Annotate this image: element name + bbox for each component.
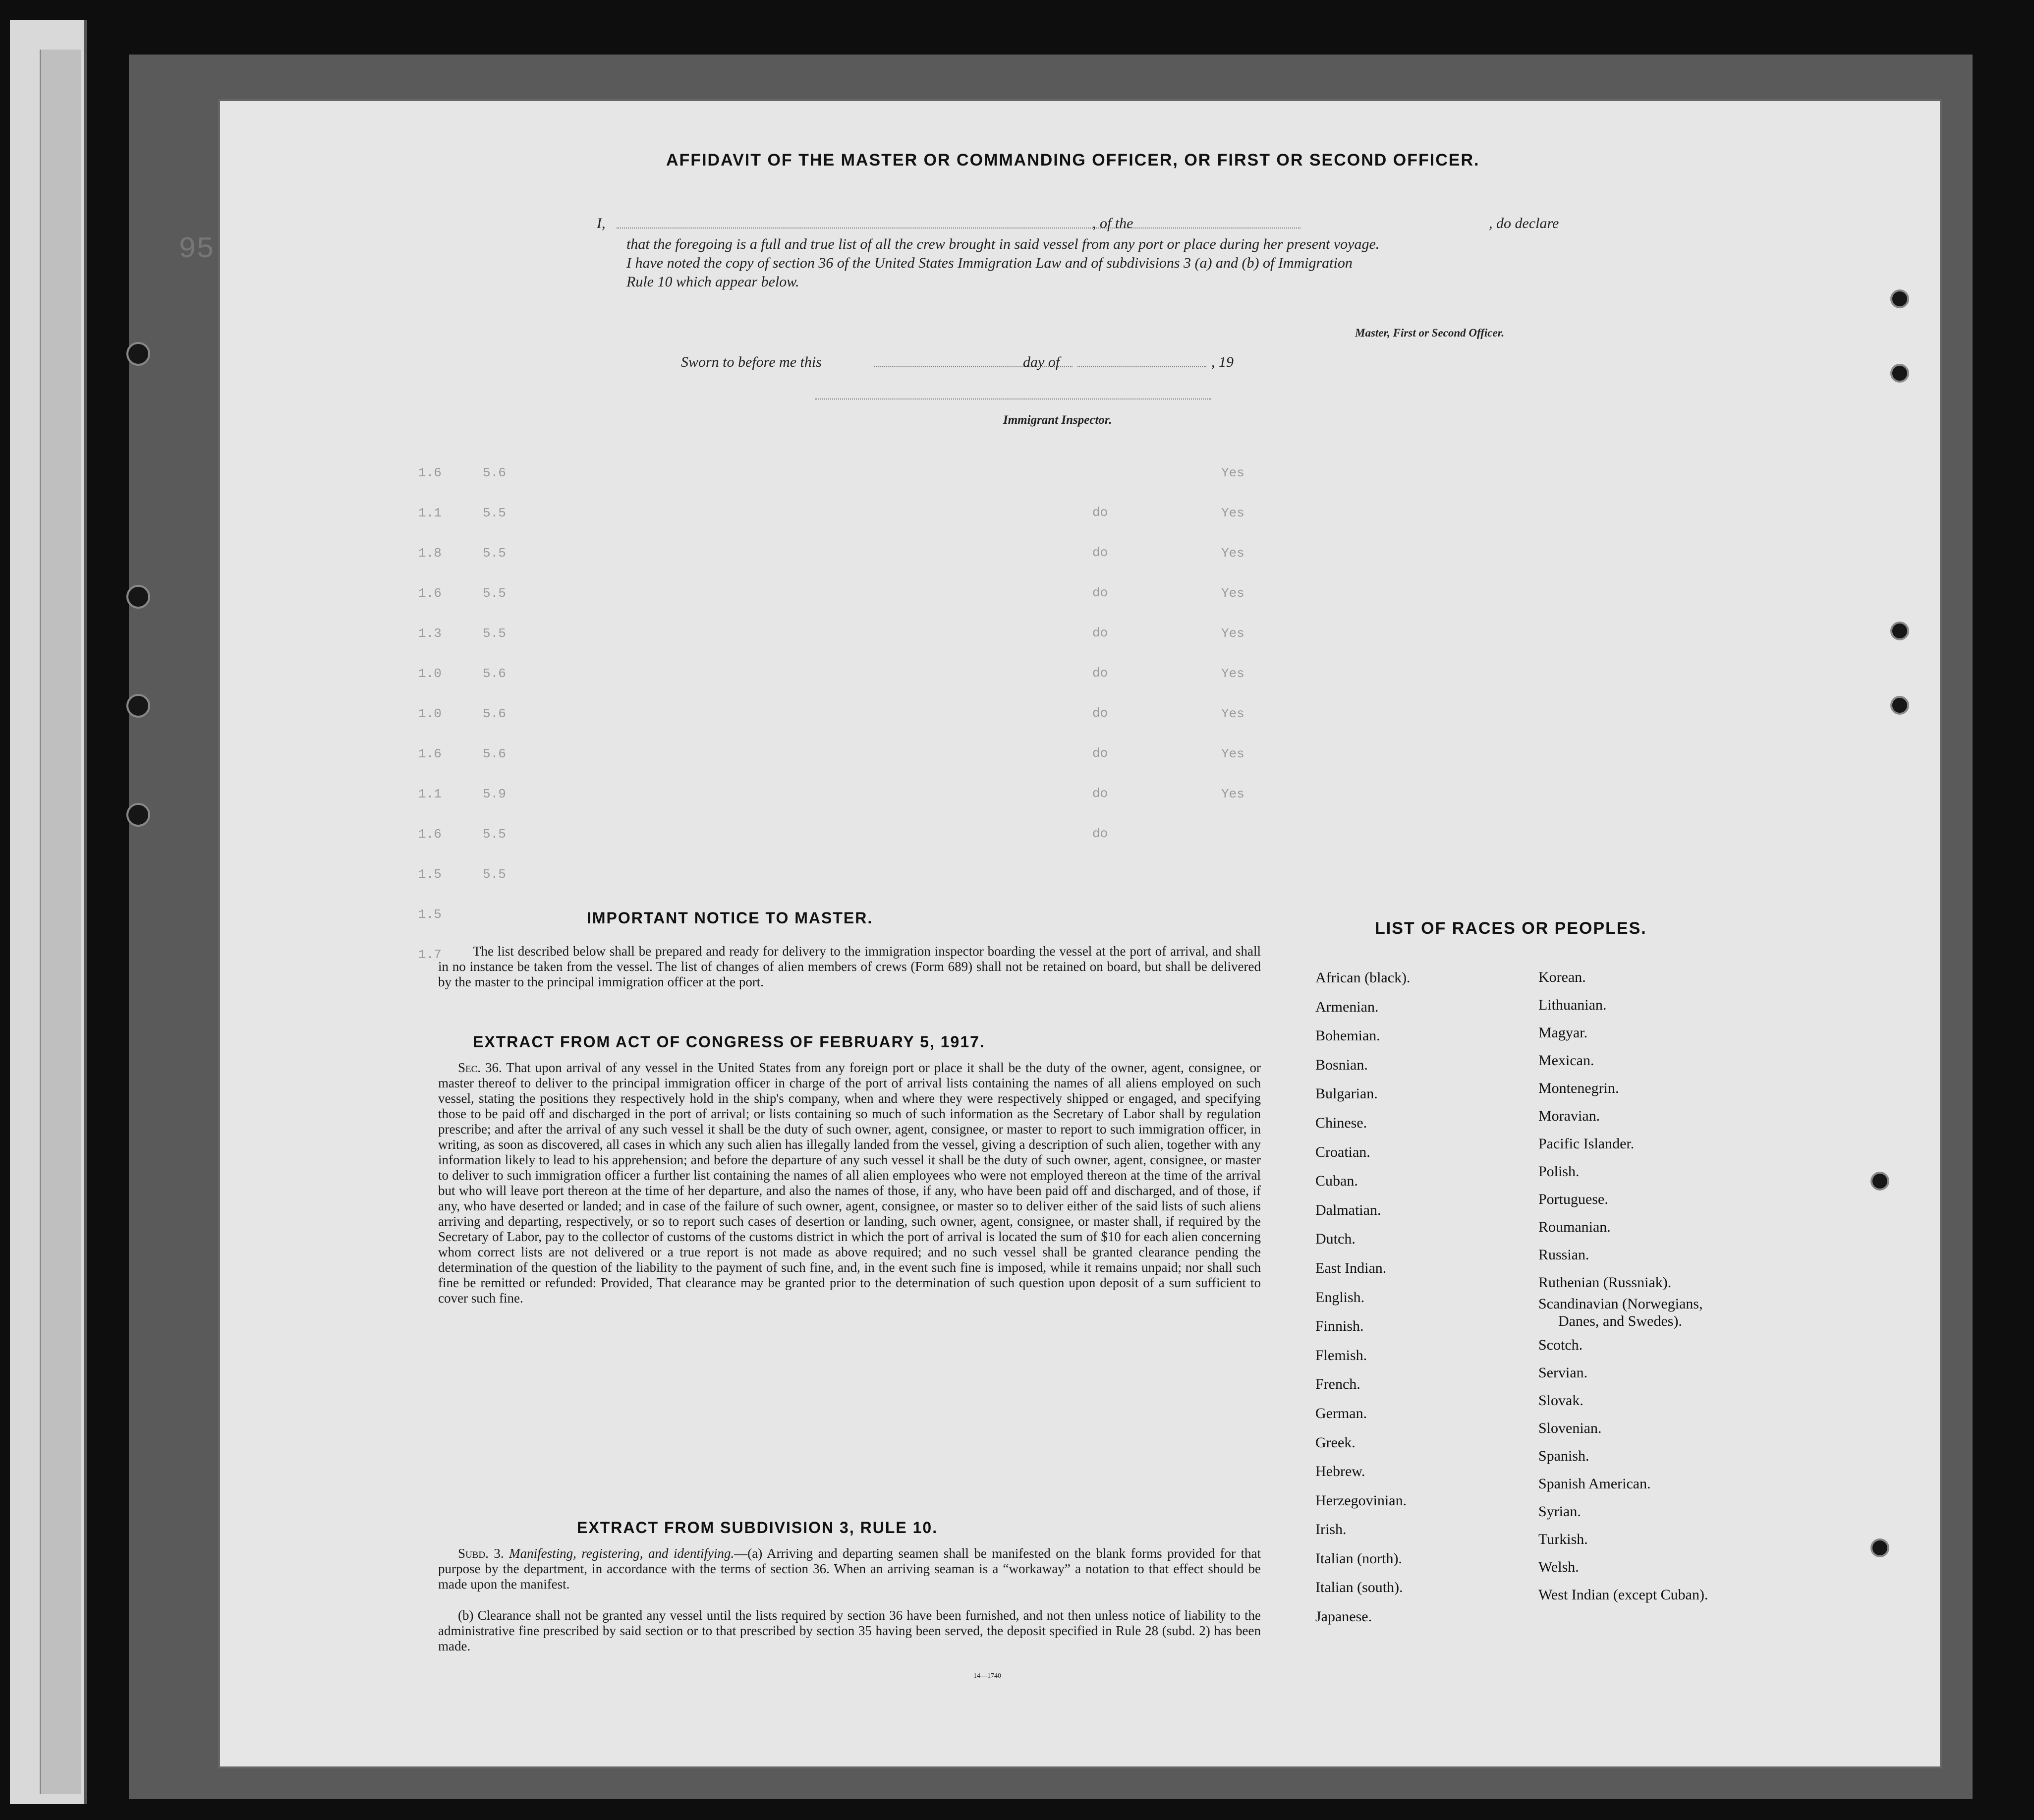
- declare-label: , do declare: [1489, 215, 1559, 231]
- race-item: Croatian.: [1315, 1143, 1370, 1160]
- day-of-label: day of: [1023, 354, 1060, 370]
- rule-extract-b: (b) Clearance shall not be granted any vessel until the lists required by section 36 have been furnished, and not then unless notice of liability to the administrative fine prescribed by said section or to that prescribed by section 35 having been served, the deposit specified in Rule 28 (subd. 2) has been made.: [438, 1608, 1261, 1653]
- bleed-through-column: 1.6 1.1 1.8 1.6 1.3 1.0 1.0 1.6 1.1 1.6 1.5 1.5 1.7: [418, 465, 442, 962]
- binder-edge: [10, 20, 87, 1804]
- race-item: Dalmatian.: [1315, 1201, 1381, 1218]
- affidavit-page: [218, 99, 1942, 1768]
- notice-text: The list described below shall be prepared and ready for delivery to the immigration inspector boarding the vessel at the port of arrival, and shall in no instance be taken from the vessel. The list of changes of alien members of crews (Form 689) shall not be retained on board, but shall be delivered by the master to the principal immigration officer at the port.: [438, 944, 1261, 989]
- race-item: English.: [1315, 1289, 1365, 1306]
- subd-label: Subd. 3.: [458, 1546, 504, 1561]
- inspector-line: [815, 398, 1211, 399]
- race-item: Spanish American.: [1538, 1476, 1651, 1492]
- races-left-column: [1315, 964, 1411, 1632]
- race-item: Bosnian.: [1315, 1056, 1368, 1073]
- races-title: LIST OF RACES OR PEOPLES.: [1375, 919, 1647, 938]
- race-item: Danes, and Swedes).: [1558, 1313, 1682, 1329]
- race-item: Syrian.: [1538, 1503, 1581, 1520]
- binder-hole: [126, 585, 150, 609]
- subd-para-a: —(a) Arriving and departing seamen shall be manifested on the blank forms provided for that purpose by the department, in accordance with the terms of section 36. When an arriving seaman is a “workaway” a notation to that effect should be made upon the manifest.: [438, 1546, 1261, 1592]
- act-extract-title: EXTRACT FROM ACT OF CONGRESS OF FEBRUARY 5, 1917.: [473, 1033, 985, 1051]
- race-item: Polish.: [1538, 1163, 1580, 1180]
- punch-hole: [1870, 1538, 1889, 1557]
- race-item: Finnish.: [1315, 1318, 1364, 1335]
- race-item: Slovenian.: [1538, 1420, 1602, 1436]
- race-item: French.: [1315, 1376, 1360, 1393]
- binder-hole: [126, 342, 150, 366]
- bleed-through-column: Yes Yes Yes Yes Yes Yes Yes Yes Yes: [1221, 465, 1244, 801]
- section-text: That upon arrival of any vessel in the United States from any foreign port or place it shall be the duty of the owner, agent, consignee, or master thereof to deliver to the principal immigration officer in charge of the port of arrival lists containing the names of all aliens employed on such vessel, stating the positions they respectively hold in the ship's company, when and where they were respectively shipped or engaged, and specifying those to be paid off and discharged in the port of arrival; or lists containing so much of such information as the Secretary of Labor shall by regulation prescribe; and after the arrival of any such vessel it shall be the duty of such owner, agent, consignee, or master to report to such immigration officer, in writing, as soon as discovered, all cases in which any such alien has illegally landed from the vessel, giving a description of such alien, together with any information likely to lead to his apprehension; and before the departure of any such vessel it shall be the duty of such owner, agent, consignee, or master to deliver to such immigration officer a further list containing the names of all alien employees who were not employed thereon at the time of the arrival but who will leave port thereon at the time of her departure, and also the names of those, if any, who have been paid off and discharged, and of those, if any, who have deserted or landed; and in case of the failure of such owner, agent, consignee, or master so to deliver either of the said lists of such aliens arriving and departing, respectively, or so to report such cases of desertion or landing, such owner, agent, consignee, or master shall, if required by the Secretary of Labor, pay to the collector of customs of the customs district in which the port of arrival is located the sum of $10 for each alien concerning whom correct lists are not delivered or a true report is not made as above required; and no such vessel shall be granted clearance pending the determination of the question of the liability to the payment of such fine, and, in the event such fine is imposed, while it remains unpaid; nor shall such fine be remitted or refunded: Provided, That clearance may be granted prior to the determination of such question upon deposit of a sum sufficient to cover such fine.: [438, 1060, 1261, 1306]
- race-item: Italian (south).: [1315, 1579, 1403, 1596]
- race-item: Welsh.: [1538, 1559, 1579, 1575]
- race-item: Irish.: [1315, 1521, 1347, 1538]
- year-label: , 19: [1211, 354, 1234, 370]
- race-item: East Indian.: [1315, 1259, 1387, 1276]
- binder-spine: [40, 50, 81, 1794]
- race-item: Pacific Islander.: [1538, 1136, 1635, 1152]
- punch-hole: [1890, 696, 1909, 715]
- race-item: Dutch.: [1315, 1231, 1356, 1248]
- race-item: Portuguese.: [1538, 1191, 1608, 1207]
- race-item: Italian (north).: [1315, 1550, 1402, 1567]
- sworn-label: Sworn to before me this: [681, 354, 822, 370]
- race-item: Servian.: [1538, 1365, 1588, 1381]
- bleed-through-column: 5.6 5.5 5.5 5.5 5.5 5.6 5.6 5.6 5.9 5.5 5.5: [483, 465, 506, 882]
- rule-extract-a: [438, 1546, 1261, 1592]
- race-item: Roumanian.: [1538, 1219, 1611, 1235]
- race-item: Mexican.: [1538, 1052, 1594, 1069]
- binder-hole: [126, 694, 150, 718]
- race-item: Moravian.: [1538, 1108, 1600, 1124]
- rule-extract-title: EXTRACT FROM SUBDIVISION 3, RULE 10.: [577, 1519, 938, 1536]
- race-item: African (black).: [1315, 969, 1411, 986]
- race-item: Cuban.: [1315, 1173, 1358, 1190]
- race-item: West Indian (except Cuban).: [1538, 1587, 1708, 1603]
- race-item: Scotch.: [1538, 1337, 1583, 1353]
- vessel-label: , of the: [1092, 215, 1133, 231]
- affidavit-line-3: Rule 10 which appear below.: [626, 274, 799, 290]
- month-line: [1077, 366, 1206, 367]
- race-item: Magyar.: [1538, 1024, 1588, 1041]
- race-item: Slovak.: [1538, 1392, 1583, 1409]
- affidavit-line-1: that the foregoing is a full and true list of all the crew brought in said vessel from any port or place during her present voyage.: [626, 236, 1380, 252]
- race-item: German.: [1315, 1405, 1367, 1422]
- section-label: Sec. 36.: [458, 1060, 502, 1075]
- punch-hole: [1890, 622, 1909, 640]
- subd-heading: Manifesting, registering, and identifying.: [509, 1546, 734, 1561]
- race-item: Spanish.: [1538, 1448, 1589, 1464]
- declarant-label: I,: [597, 215, 606, 231]
- race-item: Flemish.: [1315, 1347, 1367, 1364]
- inspector-label: Immigrant Inspector.: [1003, 413, 1112, 427]
- race-item: Lithuanian.: [1538, 997, 1607, 1013]
- race-item: Korean.: [1538, 969, 1586, 985]
- race-item: Ruthenian (Russniak).: [1538, 1274, 1672, 1291]
- race-item: Herzegovinian.: [1315, 1492, 1407, 1509]
- bleed-through-column: do do do do do do do do do: [1092, 505, 1108, 841]
- race-item: Montenegrin.: [1538, 1080, 1619, 1096]
- race-item: Armenian.: [1315, 998, 1379, 1015]
- master-signature-label: Master, First or Second Officer.: [1355, 327, 1505, 339]
- race-item: Bohemian.: [1315, 1027, 1380, 1044]
- punch-hole: [1870, 1172, 1889, 1191]
- race-item: Bulgarian.: [1315, 1085, 1378, 1102]
- page-mark: 95: [178, 233, 215, 267]
- race-item: Japanese.: [1315, 1608, 1372, 1625]
- race-item: Hebrew.: [1315, 1463, 1365, 1480]
- race-item: Chinese.: [1315, 1114, 1367, 1131]
- punch-hole: [1890, 289, 1909, 308]
- form-number: 14—1740: [973, 1672, 1001, 1680]
- affidavit-line-2: I have noted the copy of section 36 of the United States Immigration Law and of subdivisions 3 (a) and (b) of Immigration: [626, 255, 1353, 271]
- races-right-column: [1538, 964, 1708, 1609]
- binder-hole: [126, 803, 150, 827]
- race-item: Scandinavian (Norwegians,: [1538, 1296, 1703, 1312]
- race-item: Turkish.: [1538, 1531, 1588, 1547]
- race-item: Russian.: [1538, 1247, 1589, 1263]
- act-extract-body: [438, 1060, 1261, 1306]
- race-item: Greek.: [1315, 1434, 1356, 1451]
- affidavit-title: AFFIDAVIT OF THE MASTER OR COMMANDING OFFICER, OR FIRST OR SECOND OFFICER.: [666, 151, 1480, 170]
- notice-title: IMPORTANT NOTICE TO MASTER.: [587, 909, 873, 927]
- punch-hole: [1890, 364, 1909, 383]
